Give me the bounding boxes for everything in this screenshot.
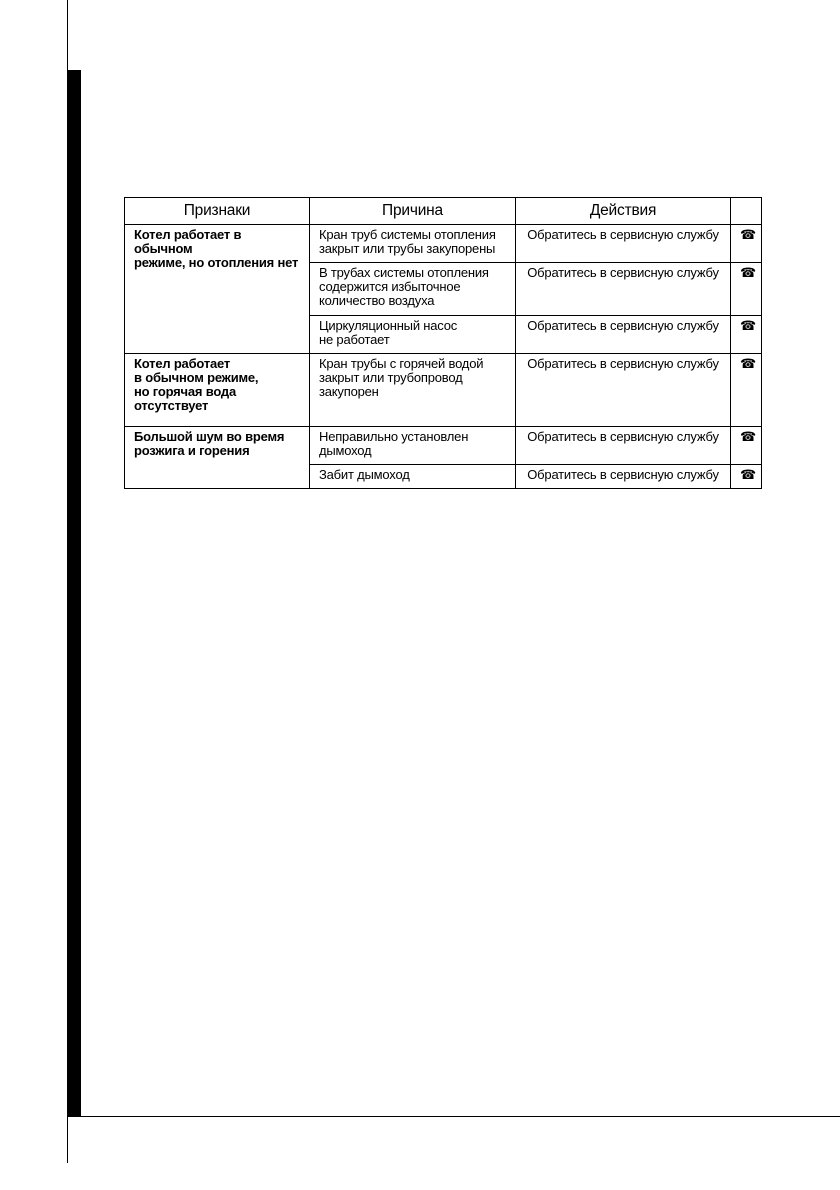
action-cell: Обратитесь в сервисную службу	[516, 427, 731, 465]
side-bar	[68, 70, 81, 1117]
table-row	[125, 225, 762, 263]
cause-cell: Забит дымоход	[310, 465, 516, 489]
phone-icon: ☎	[731, 427, 762, 465]
phone-icon: ☎	[731, 225, 762, 263]
action-cell: Обратитесь в сервисную службу	[516, 316, 731, 354]
cause-cell: Неправильно установлен дымоход	[310, 427, 516, 465]
cause-cell: Циркуляционный насос не работает	[310, 316, 516, 354]
cause-cell: В трубах системы отопления содержится избыточное количество воздуха	[310, 263, 516, 316]
action-cell: Обратитесь в сервисную службу	[516, 465, 731, 489]
sign-cell: Котел работает в обычном режиме, но отопления нет	[125, 225, 310, 354]
action-cell: Обратитесь в сервисную службу	[516, 263, 731, 316]
phone-icon: ☎	[731, 263, 762, 316]
header-extra	[731, 198, 762, 225]
phone-icon: ☎	[731, 316, 762, 354]
phone-icon: ☎	[731, 354, 762, 427]
header-cause: Причина	[310, 198, 516, 225]
troubleshooting-table	[124, 197, 762, 489]
table-row	[125, 427, 762, 465]
table-row	[125, 354, 762, 427]
table-header-row	[125, 198, 762, 225]
bottom-rule	[68, 1116, 840, 1117]
header-signs: Признаки	[125, 198, 310, 225]
cause-cell: Кран труб системы отопления закрыт или трубы закупорены	[310, 225, 516, 263]
action-cell: Обратитесь в сервисную службу	[516, 225, 731, 263]
sign-cell: Котел работает в обычном режиме, но горячая вода отсутствует	[125, 354, 310, 427]
header-actions: Действия	[516, 198, 731, 225]
action-cell: Обратитесь в сервисную службу	[516, 354, 731, 427]
sign-cell: Большой шум во время розжига и горения	[125, 427, 310, 489]
phone-icon: ☎	[731, 465, 762, 489]
cause-cell: Кран трубы с горячей водой закрыт или трубопровод закупорен	[310, 354, 516, 427]
